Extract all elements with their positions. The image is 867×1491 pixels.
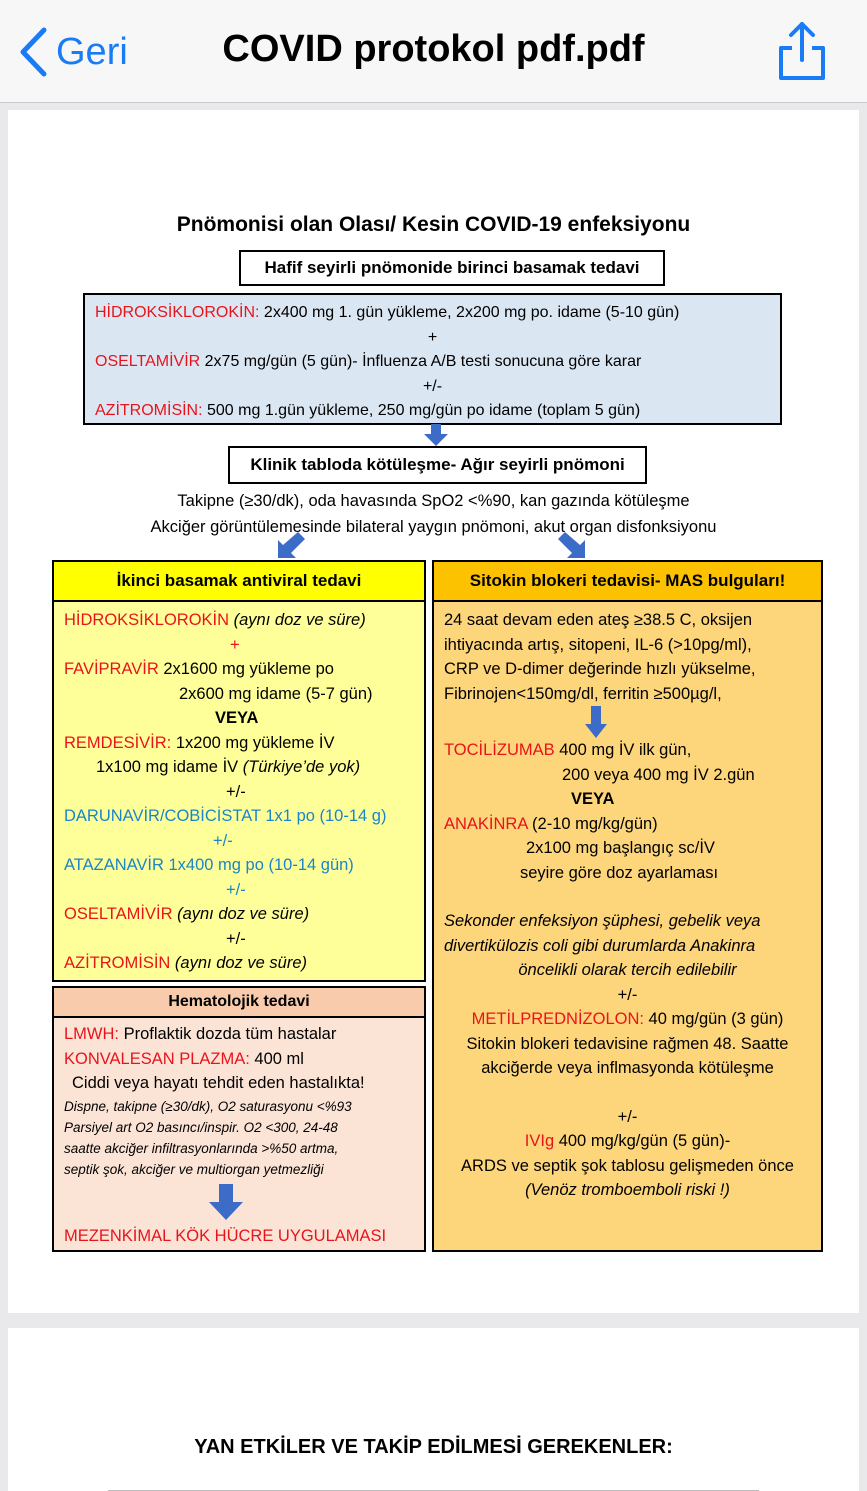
- spacer: [444, 885, 811, 909]
- cytokine-line: [444, 738, 811, 763]
- antiviral-line: +: [230, 635, 240, 654]
- arrow-down-icon: [209, 1184, 243, 1220]
- step1-line-4: +/-: [422, 377, 443, 395]
- hema-line: Parsiyel art O2 basıncı/inspir. O2 <300, 24-48: [64, 1119, 338, 1135]
- dose-text: 40 mg/gün (3 gün): [643, 1010, 784, 1028]
- dose-text: (aynı doz ve süre): [170, 954, 307, 972]
- share-button[interactable]: [776, 20, 828, 82]
- document-title: COVID protokol pdf.pdf: [222, 28, 645, 70]
- hematology-box: [52, 1016, 426, 1252]
- dose-text: 500 mg 1.gün yükleme, 250 mg/gün po idame (toplam 5 gün): [202, 402, 641, 419]
- cytokine-line: öncelikli olarak tercih edilebilir: [518, 961, 737, 979]
- hema-line: saatte akciğer infiltrasyonlarında >%50 artma,: [64, 1140, 339, 1156]
- arrow-row: [444, 706, 811, 738]
- back-label: Geri: [56, 30, 128, 73]
- cytokine-line: divertikülozis coli gibi durumlarda Anakinra: [444, 936, 756, 955]
- drug-name: REMDESİVİR:: [64, 733, 172, 752]
- drug-name: AZİTROMİSİN: [64, 954, 171, 972]
- side-effects-title: YAN ETKİLER VE TAKİP EDİLMESİ GEREKENLER:: [194, 1436, 673, 1458]
- antiviral-line: VEYA: [215, 709, 259, 727]
- cytokine-line: Fibrinojen<150mg/dl, ferritin ≥500µg/l,: [444, 684, 722, 703]
- note-text: (Türkiye’de yok): [242, 758, 361, 776]
- chevron-left-icon: [18, 27, 48, 77]
- criteria-line-1: Takipne (≥30/dk), oda havasında SpO2 <%90, kan gazında kötüleşme: [177, 492, 690, 510]
- cytokine-line: Sekonder enfeksiyon şüphesi, gebelik veya: [444, 912, 761, 930]
- dose-text: 2x75 mg/gün (5 gün)- İnfluenza A/B testi sonucuna göre karar: [200, 353, 642, 370]
- arrow-down-icon: [424, 424, 448, 446]
- protocol-title: Pnömonisi olan Olası/ Kesin COVID-19 enfeksiyonu: [176, 213, 691, 236]
- step2-header: Klinik tabloda kötüleşme- Ağır seyirli pnömoni: [228, 446, 647, 484]
- step1-treatment-box: [83, 293, 782, 425]
- dose-text: (2-10 mg/kg/gün): [527, 814, 658, 833]
- drug-name: IVIg: [524, 1132, 555, 1150]
- drug-name: LMWH:: [64, 1025, 119, 1043]
- step1-header: Hafif seyirli pnömonide birinci basamak tedavi: [239, 250, 665, 286]
- drug-name: OSELTAMİVİR: [64, 905, 173, 923]
- spacer: [444, 1081, 811, 1105]
- hematology-header: Hematolojik tedavi: [52, 986, 426, 1018]
- hema-line: MEZENKİMAL KÖK HÜCRE UYGULAMASI: [64, 1226, 387, 1245]
- dose-text: Proflaktik dozda tüm hastalar: [119, 1025, 337, 1043]
- hema-line: Dispne, takipne (≥30/dk), O2 saturasyonu <%93: [64, 1098, 352, 1114]
- hema-line: [64, 1047, 414, 1072]
- cytokine-line: +/-: [617, 1107, 638, 1126]
- severity-criteria: [8, 488, 859, 540]
- cytokine-line: ARDS ve septik şok tablosu gelişmeden önce: [461, 1156, 794, 1175]
- cytokine-header: Sitokin blokeri tedavisi- MAS bulguları!: [432, 560, 823, 602]
- cytokine-line: 2x100 mg başlangıç sc/İV: [526, 839, 715, 857]
- pdf-page-2[interactable]: [8, 1328, 859, 1491]
- hema-line: Ciddi veya hayatı tehdit eden hastalıkta!: [72, 1074, 365, 1092]
- drug-name: HİDROKSİKLOROKİN: [64, 611, 230, 629]
- antiviral-line: [64, 951, 414, 976]
- cytokine-line: 200 veya 400 mg İV 2.gün: [562, 765, 755, 784]
- cytokine-box: [432, 600, 823, 1252]
- cytokine-line: [444, 1129, 811, 1154]
- antiviral-line: DARUNAVİR/COBİCİSTAT 1x1 po (10-14 g): [64, 807, 387, 825]
- antiviral-line: [64, 902, 414, 927]
- arrow-down-icon: [585, 706, 607, 738]
- antiviral-line: [64, 755, 414, 780]
- antiviral-line: +/-: [226, 782, 246, 801]
- cytokine-line: [444, 812, 811, 837]
- antiviral-box: [52, 600, 426, 982]
- drug-name: KONVALESAN PLAZMA:: [64, 1049, 250, 1068]
- drug-name: AZİTROMİSİN:: [95, 402, 203, 419]
- drug-name: FAVİPRAVİR: [64, 660, 159, 678]
- dose-text: 1x100 mg idame İV: [96, 758, 243, 776]
- step1-line-3: [95, 350, 770, 375]
- drug-name: HİDROKSİKLOROKİN:: [95, 304, 260, 321]
- cytokine-line: (Venöz tromboemboli riski !): [525, 1181, 730, 1199]
- antiviral-line: [64, 608, 414, 633]
- dose-text: (aynı doz ve süre): [229, 611, 366, 629]
- cytokine-line: [444, 1007, 811, 1032]
- arrow-down-left-icon: [276, 530, 306, 560]
- cytokine-line: Sitokin blokeri tedavisine rağmen 48. Saatte: [466, 1034, 789, 1053]
- back-button[interactable]: [18, 22, 128, 82]
- drug-name: OSELTAMİVİR: [95, 353, 201, 370]
- cytokine-line: 24 saat devam eden ateş ≥38.5 C, oksijen: [444, 611, 753, 629]
- antiviral-line: +/-: [226, 929, 246, 948]
- cytokine-line: CRP ve D-dimer değerinde hızlı yükselme,: [444, 660, 756, 678]
- drug-name: ANAKİNRA: [444, 814, 528, 833]
- share-icon: [776, 20, 828, 82]
- drug-name: TOCİLİZUMAB: [444, 741, 555, 759]
- hema-line: [64, 1022, 414, 1047]
- cytokine-line: +/-: [617, 985, 638, 1004]
- antiviral-line: ATAZANAVİR 1x400 mg po (10-14 gün): [64, 856, 354, 874]
- hema-line: septik şok, akciğer ve multiorgan yetmezliği: [64, 1161, 324, 1177]
- antiviral-line: 2x600 mg idame (5-7 gün): [179, 684, 373, 703]
- criteria-line-2: Akciğer görüntülemesinde bilateral yaygın pnömoni, akut organ disfonksiyonu: [150, 518, 717, 536]
- dose-text: 1x200 mg yükleme İV: [171, 733, 335, 752]
- antiviral-line: +/-: [226, 880, 246, 899]
- antiviral-line: [64, 657, 414, 682]
- cytokine-line: akciğerde veya inflmasyonda kötüleşme: [481, 1059, 774, 1077]
- antiviral-line: [64, 731, 414, 756]
- dose-text: 400 mg İV ilk gün,: [554, 741, 692, 759]
- cytokine-line: VEYA: [571, 790, 615, 808]
- cytokine-line: ihtiyacında artış, sitopeni, IL-6 (>10pg/ml),: [444, 635, 752, 654]
- antiviral-header: İkinci basamak antiviral tedavi: [52, 560, 426, 602]
- dose-text: 2x400 mg 1. gün yükleme, 2x200 mg po. idame (5-10 gün): [259, 304, 680, 321]
- arrow-row: [64, 1180, 414, 1220]
- dose-text: 400 ml: [249, 1049, 304, 1068]
- step1-line-5: [95, 399, 770, 424]
- step1-line-1: [95, 301, 770, 326]
- antiviral-line: +/-: [213, 831, 233, 850]
- pdf-page-1[interactable]: [8, 110, 859, 1313]
- step1-line-2: +: [427, 328, 438, 346]
- navigation-bar: [0, 0, 867, 103]
- dose-text: (aynı doz ve süre): [172, 905, 310, 923]
- arrow-down-right-icon: [557, 530, 587, 560]
- cytokine-line: seyire göre doz ayarlaması: [520, 863, 719, 882]
- dose-text: 2x1600 mg yükleme po: [158, 660, 334, 678]
- dose-text: 400 mg/kg/gün (5 gün)-: [554, 1132, 731, 1150]
- drug-name: METİLPREDNİZOLON:: [471, 1010, 644, 1028]
